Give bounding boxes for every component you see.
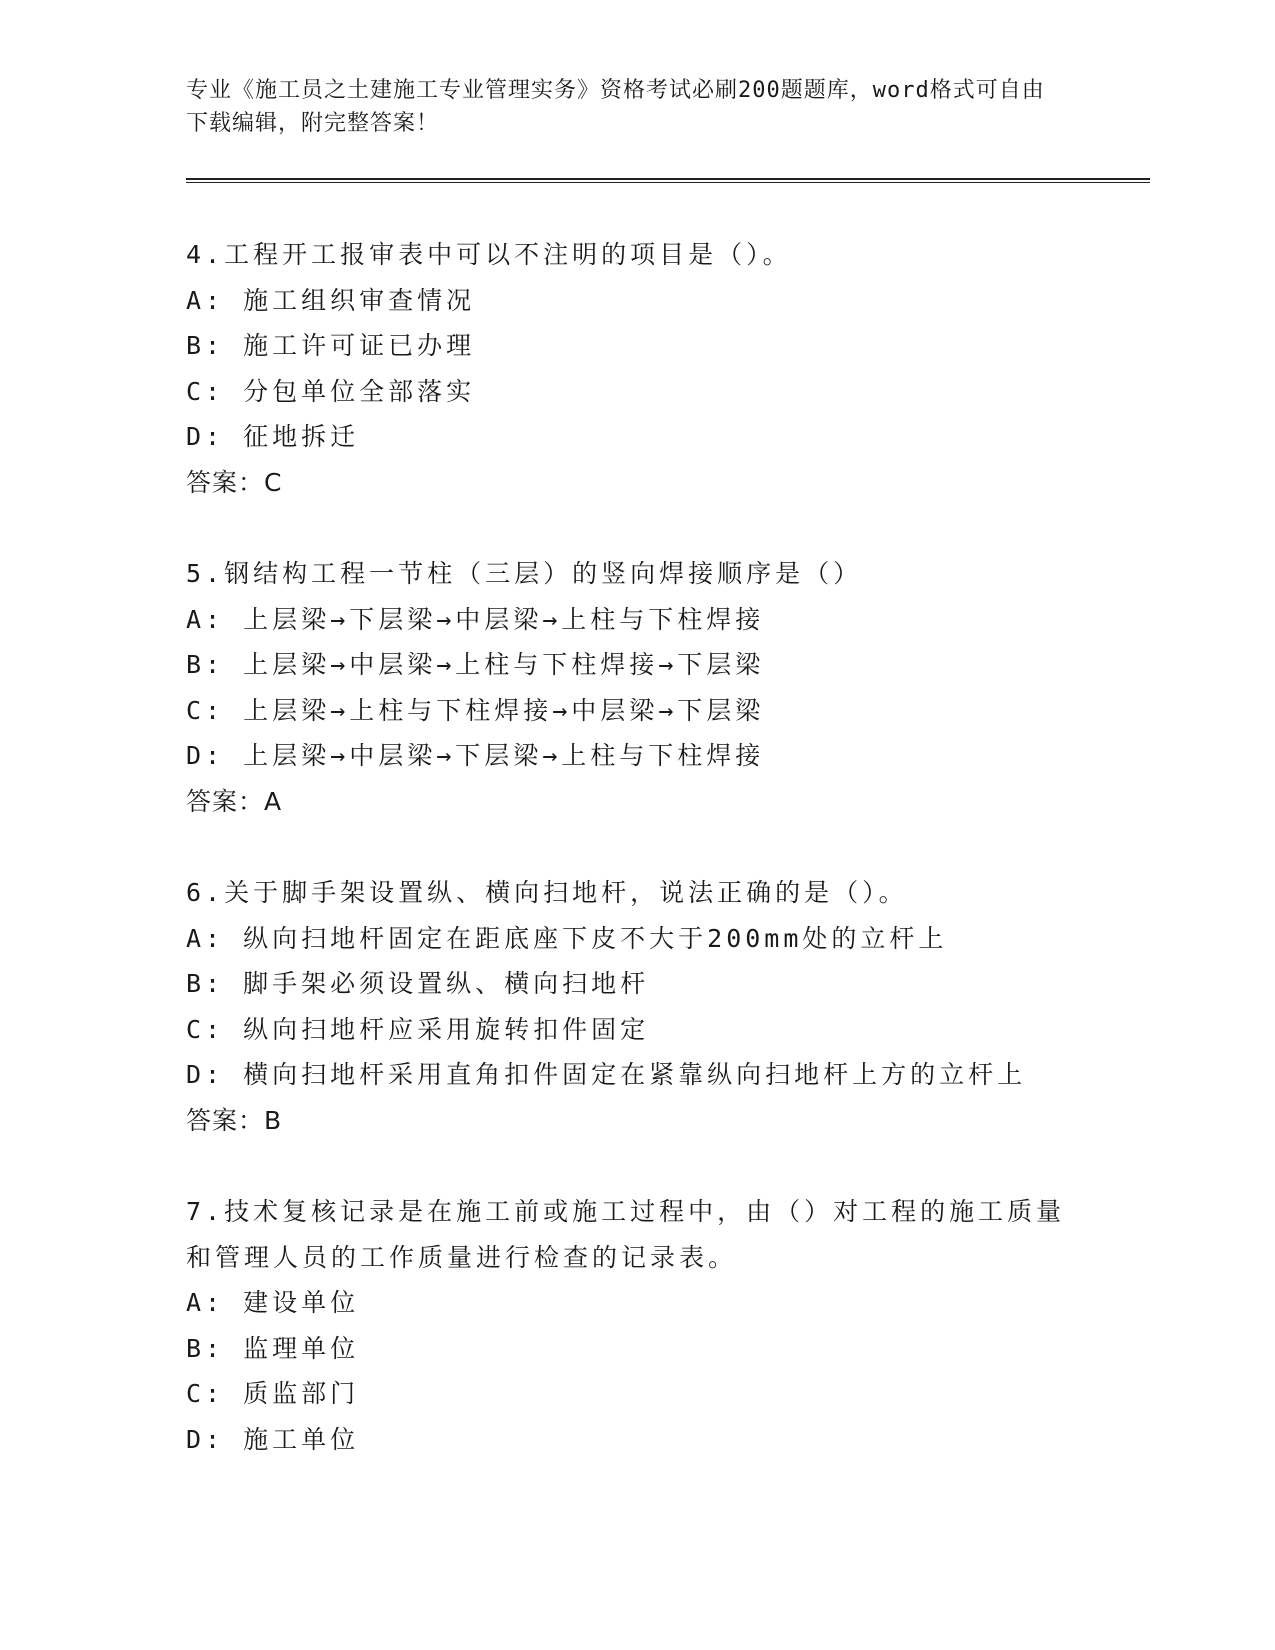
option-a: A: 上层梁→下层梁→中层梁→上柱与下柱焊接 [186, 604, 765, 634]
question-4 [186, 232, 1150, 505]
question-stem: 5.钢结构工程一节柱（三层）的竖向焊接顺序是（） [186, 559, 863, 588]
option-a: A: 施工组织审查情况 [186, 285, 476, 315]
option-c: C: 上层梁→上柱与下柱焊接→中层梁→下层梁 [186, 695, 765, 725]
question-stem: 6.关于脚手架设置纵、横向扫地杆，说法正确的是（）。 [186, 878, 908, 907]
option-c: C: 质监部门 [186, 1379, 360, 1408]
option-a: A: 纵向扫地杆固定在距底座下皮不大于200mm处的立杆上 [186, 923, 948, 953]
option-c: C: 分包单位全部落实 [186, 376, 476, 406]
question-stem: 7.技术复核记录是在施工前或施工过程中，由（）对工程的施工质量和管理人员的工作质量进行检查的记录表。 [186, 1197, 1066, 1272]
question-6 [186, 870, 1150, 1143]
option-a: A: 建设单位 [186, 1288, 360, 1317]
question-list [186, 232, 1150, 1508]
option-d: D: 横向扫地杆采用直角扣件固定在紧靠纵向扫地杆上方的立杆上 [186, 1060, 1027, 1089]
option-b: B: 上层梁→中层梁→上柱与下柱焊接→下层梁 [186, 650, 765, 679]
option-b: B: 监理单位 [186, 1333, 360, 1363]
header-divider [186, 178, 1150, 184]
option-d: D: 施工单位 [186, 1424, 360, 1454]
answer-line: 答案：A [186, 786, 283, 816]
option-d: D: 上层梁→中层梁→下层梁→上柱与下柱焊接 [186, 741, 765, 770]
document-header: 专业《施工员之土建施工专业管理实务》资格考试必刷200题题库，word格式可自由下载编辑，附完整答案！ [186, 78, 1045, 136]
answer-line: 答案：C [186, 467, 283, 497]
question-7 [186, 1189, 1150, 1462]
question-stem: 4.工程开工报审表中可以不注明的项目是（）。 [186, 240, 792, 269]
answer-line: 答案：B [186, 1105, 283, 1135]
question-5 [186, 551, 1150, 824]
option-b: B: 脚手架必须设置纵、横向扫地杆 [186, 969, 650, 998]
option-c: C: 纵向扫地杆应采用旋转扣件固定 [186, 1014, 650, 1044]
option-d: D: 征地拆迁 [186, 422, 360, 451]
option-b: B: 施工许可证已办理 [186, 331, 476, 360]
